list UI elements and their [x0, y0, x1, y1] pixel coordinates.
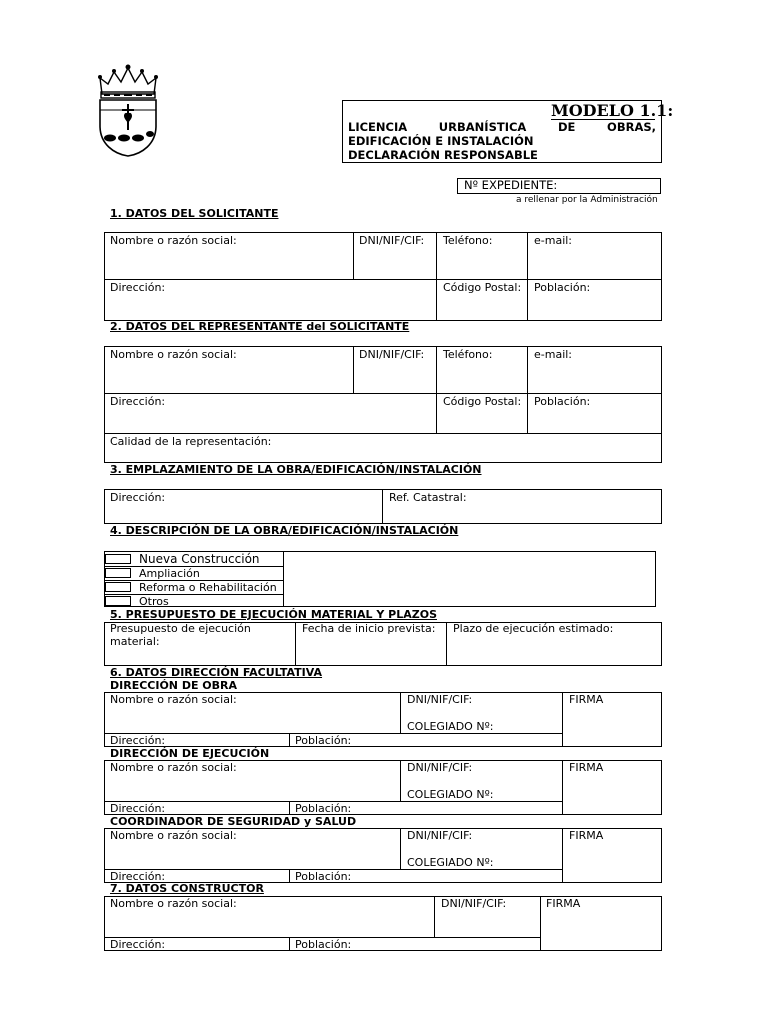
s6-coordinador-direccion-label: Dirección: — [110, 870, 166, 883]
s6-obra-firma-label: FIRMA — [569, 693, 604, 706]
title-line-1: LICENCIA URBANÍSTICA DE OBRAS, — [348, 120, 656, 134]
s6-coordinador-dni-label: DNI/NIF/CIF: — [407, 829, 473, 842]
section5-title: 5. PRESUPUESTO DE EJECUCIÓN MATERIAL Y PLAZOS — [110, 608, 437, 621]
s3-direccion-field[interactable] — [105, 503, 381, 523]
model-title: MODELO 1.1: — [551, 101, 674, 120]
s1-nombre-field[interactable] — [105, 246, 352, 278]
s6-ejecucion-divider-3 — [289, 801, 290, 815]
s6-obra-colegiado-label: COLEGIADO Nº: — [407, 720, 494, 733]
section7-title: 7. DATOS CONSTRUCTOR — [110, 882, 264, 895]
s6-ejecucion-dni-label: DNI/NIF/CIF: — [407, 761, 473, 774]
section1-title: 1. DATOS DEL SOLICITANTE — [110, 207, 279, 220]
s2-calidad-label: Calidad de la representación: — [110, 435, 272, 448]
s6-ejecucion-colegiado-label: COLEGIADO Nº: — [407, 788, 494, 801]
s2-direccion-label: Dirección: — [110, 395, 166, 408]
s6-obra-nombre-label: Nombre o razón social: — [110, 693, 237, 706]
s2-row-divider-1 — [104, 393, 662, 394]
s4-option-ampliacion: Ampliación — [139, 567, 200, 580]
s2-telefono-field[interactable] — [437, 360, 526, 392]
s6-coordinador-firma-label: FIRMA — [569, 829, 604, 842]
s6-coordinador-nombre-field[interactable] — [105, 842, 399, 868]
s4-option-nueva: Nueva Construcción — [139, 552, 260, 566]
s6-ejecucion-divider-1 — [400, 760, 401, 801]
s1-poblacion-field[interactable] — [528, 293, 661, 320]
s6-obra-subtitle: DIRECCIÓN DE OBRA — [110, 679, 238, 692]
expediente-note: a rellenar por la Administración — [516, 195, 658, 205]
s4-row-divider-3 — [104, 594, 283, 595]
s7-nombre-field[interactable] — [105, 910, 433, 936]
s2-direccion-field[interactable] — [105, 407, 435, 432]
coat-of-arms-icon — [94, 64, 162, 160]
s4-description-field[interactable] — [284, 552, 655, 606]
s3-catastral-label: Ref. Catastral: — [389, 491, 467, 504]
s1-row-divider — [104, 279, 662, 280]
s6-coordinador-poblacion-label: Población: — [295, 870, 352, 883]
s2-poblacion-field[interactable] — [528, 407, 661, 432]
s1-email-label: e-mail: — [534, 234, 573, 247]
s6-ejecucion-nombre-label: Nombre o razón social: — [110, 761, 237, 774]
s2-calidad-field[interactable] — [105, 447, 661, 462]
s6-ejecucion-firma-field[interactable] — [563, 774, 661, 814]
s2-cp-field[interactable] — [437, 407, 526, 432]
s6-obra-poblacion-label: Población: — [295, 734, 352, 747]
s3-catastral-field[interactable] — [383, 503, 661, 523]
s1-dni-label: DNI/NIF/CIF: — [359, 234, 425, 247]
s7-divider-3 — [289, 937, 290, 951]
expediente-label: Nº EXPEDIENTE: — [464, 178, 558, 192]
section6-title: 6. DATOS DIRECCIÓN FACULTATIVA — [110, 666, 323, 679]
s5-plazo-label: Plazo de ejecución estimado: — [453, 622, 614, 635]
s6-ejecucion-direccion-label: Dirección: — [110, 802, 166, 815]
s6-coordinador-firma-field[interactable] — [563, 842, 661, 882]
s2-poblacion-label: Población: — [534, 395, 591, 408]
s2-cp-label: Código Postal: — [443, 395, 522, 408]
s6-obra-nombre-field[interactable] — [105, 706, 399, 732]
s7-poblacion-label: Población: — [295, 938, 352, 951]
s6-coordinador-divider-3 — [289, 869, 290, 883]
s6-obra-direccion-label: Dirección: — [110, 734, 166, 747]
s2-row-divider-2 — [104, 433, 662, 434]
s5-presupuesto-field[interactable] — [105, 648, 294, 665]
section3-title: 3. EMPLAZAMIENTO DE LA OBRA/EDIFICACIÓN/INSTALACIÓN — [110, 463, 482, 476]
s6-coordinador-colegiado-label: COLEGIADO Nº: — [407, 856, 494, 869]
s2-nombre-field[interactable] — [105, 360, 352, 392]
s6-ejecucion-subtitle: DIRECCIÓN DE EJECUCIÓN — [110, 747, 270, 760]
s7-dni-label: DNI/NIF/CIF: — [441, 897, 507, 910]
s7-direccion-label: Dirección: — [110, 938, 166, 951]
section4-title: 4. DESCRIPCIÓN DE LA OBRA/EDIFICACIÓN/INSTALACIÓN — [110, 524, 459, 537]
s7-dni-field[interactable] — [435, 910, 539, 936]
s5-fecha-field[interactable] — [296, 636, 445, 665]
s2-nombre-label: Nombre o razón social: — [110, 348, 237, 361]
s6-coordinador-subtitle: COORDINADOR DE SEGURIDAD y SALUD — [110, 815, 357, 828]
s6-ejecucion-poblacion-label: Población: — [295, 802, 352, 815]
s6-ejecucion-nombre-field[interactable] — [105, 774, 399, 800]
s2-dni-field[interactable] — [354, 360, 435, 392]
s7-nombre-label: Nombre o razón social: — [110, 897, 237, 910]
s1-poblacion-label: Población: — [534, 281, 591, 294]
s1-direccion-field[interactable] — [105, 293, 435, 320]
s2-dni-label: DNI/NIF/CIF: — [359, 348, 425, 361]
s5-fecha-label: Fecha de inicio prevista: — [302, 622, 436, 635]
s7-firma-field[interactable] — [541, 910, 661, 950]
s1-telefono-label: Teléfono: — [443, 234, 493, 247]
s2-email-label: e-mail: — [534, 348, 573, 361]
s4-checkbox-nueva[interactable] — [105, 554, 131, 564]
s1-telefono-field[interactable] — [437, 246, 526, 278]
title-line-3: DECLARACIÓN RESPONSABLE — [348, 148, 538, 162]
s1-email-field[interactable] — [528, 246, 661, 278]
s1-dni-field[interactable] — [354, 246, 435, 278]
s6-coordinador-nombre-label: Nombre o razón social: — [110, 829, 237, 842]
s4-option-reforma: Reforma o Rehabilitación — [139, 581, 277, 594]
s7-firma-label: FIRMA — [546, 897, 581, 910]
s6-obra-dni-label: DNI/NIF/CIF: — [407, 693, 473, 706]
s2-email-field[interactable] — [528, 360, 661, 392]
s1-cp-field[interactable] — [437, 293, 526, 320]
s5-presupuesto-label: Presupuesto de ejecución material: — [110, 622, 251, 648]
s6-ejecucion-firma-label: FIRMA — [569, 761, 604, 774]
s6-obra-firma-field[interactable] — [563, 706, 661, 746]
title-line-2: EDIFICACIÓN E INSTALACIÓN — [348, 134, 534, 148]
s1-cp-label: Código Postal: — [443, 281, 522, 294]
s4-option-otros: Otros — [139, 595, 169, 608]
s4-checkbox-ampliacion[interactable] — [105, 568, 131, 578]
s4-checkbox-otros[interactable] — [105, 596, 131, 606]
s2-telefono-label: Teléfono: — [443, 348, 493, 361]
s6-obra-divider-1 — [400, 692, 401, 733]
s6-obra-divider-3 — [289, 733, 290, 747]
s4-checkbox-reforma[interactable] — [105, 582, 131, 592]
s1-direccion-label: Dirección: — [110, 281, 166, 294]
s6-coordinador-divider-1 — [400, 828, 401, 869]
section2-title: 2. DATOS DEL REPRESENTANTE del SOLICITANTE — [110, 320, 410, 333]
s3-direccion-label: Dirección: — [110, 491, 166, 504]
s1-nombre-label: Nombre o razón social: — [110, 234, 237, 247]
s5-plazo-field[interactable] — [447, 636, 661, 665]
